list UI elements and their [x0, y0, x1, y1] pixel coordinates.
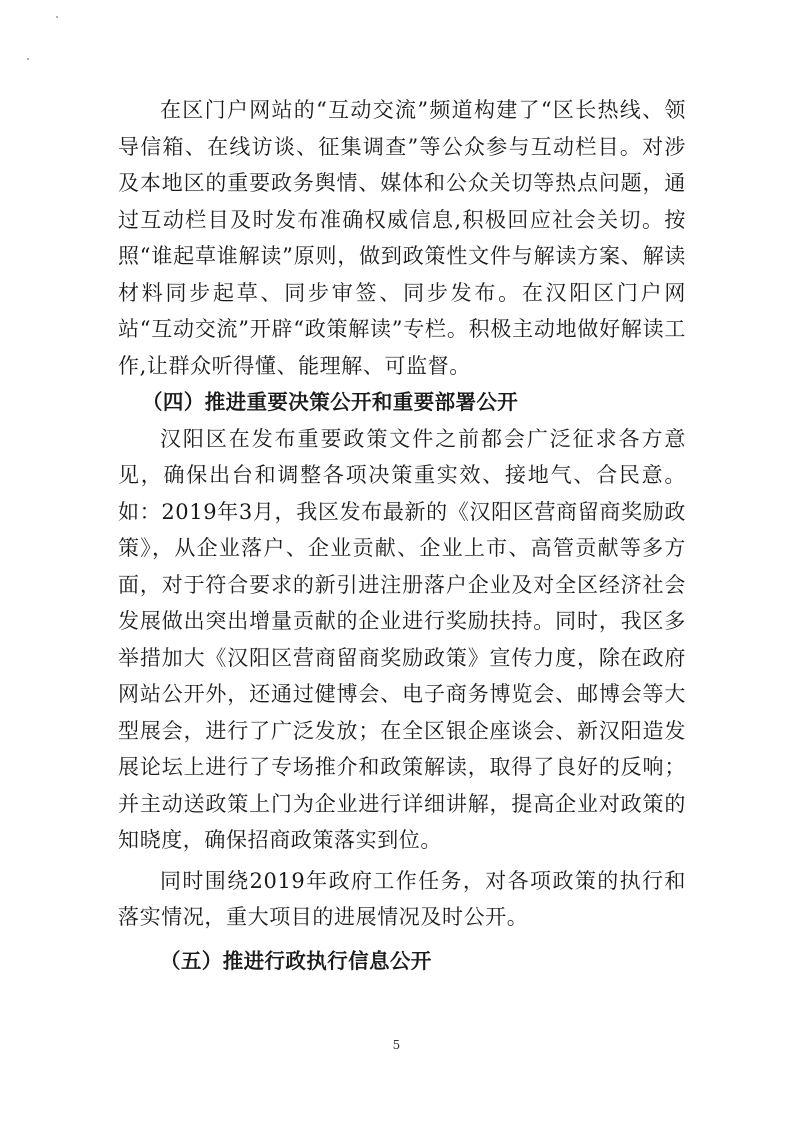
paragraph-major-decisions: 汉阳区在发布重要政策文件之前都会广泛征求各方意见，确保出台和调整各项决策重实效、接地气、合民意。如：2019年3月，我区发布最新的《汉阳区营商留商奖励政策》，从企业落户、企业贡献、企业上市、高管贡献等多方面，对于符合要求的新引进注册落户企业及对全区经济社会发展做出突出增量贡献的企业进行奖励扶持。同时，我区多举措加大《汉阳区营商留商奖励政策》宣传力度，除在政府网站公开外，还通过健博会、电子商务博览会、邮博会等大型展会，进行了广泛发放；在全区银企座谈会、新汉阳造发展论坛上进行了专场推介和政策解读，取得了良好的反响；并主动送政策上门为企业进行详细讲解，提高企业对政策的知晓度，确保招商政策落实到位。 — [118, 426, 686, 852]
paragraph-work-tasks: 同时围绕2019年政府工作任务，对各项政策的执行和落实情况，重大项目的进展情况及时公开。 — [118, 868, 686, 929]
section-heading-4: （四）推进重要决策公开和重要部署公开 — [142, 390, 519, 414]
paragraph-interaction-channel: 在区门户网站的“互动交流”频道构建了“区长热线、领导信箱、在线访谈、征集调查”等公众参与互动栏目。对涉及本地区的重要政务舆情、媒体和公众关切等热点问题，通过互动栏目及时发布准确权威信息,积极回应社会关切。按照“谁起草谁解读”原则，做到政策性文件与解读方案、解读材料同步起草、同步审签、同步发布。在汉阳区门户网站“互动交流”开辟“政策解读”专栏。积极主动地做好解读工作,让群众听得懂、能理解、可监督。 — [118, 98, 686, 378]
section-heading-5: （五）推进行政执行信息公开 — [160, 948, 432, 973]
scan-speck — [56, 16, 58, 18]
document-body — [118, 92, 686, 979]
scan-speck — [27, 58, 29, 60]
page-number: 5 — [392, 1038, 401, 1052]
